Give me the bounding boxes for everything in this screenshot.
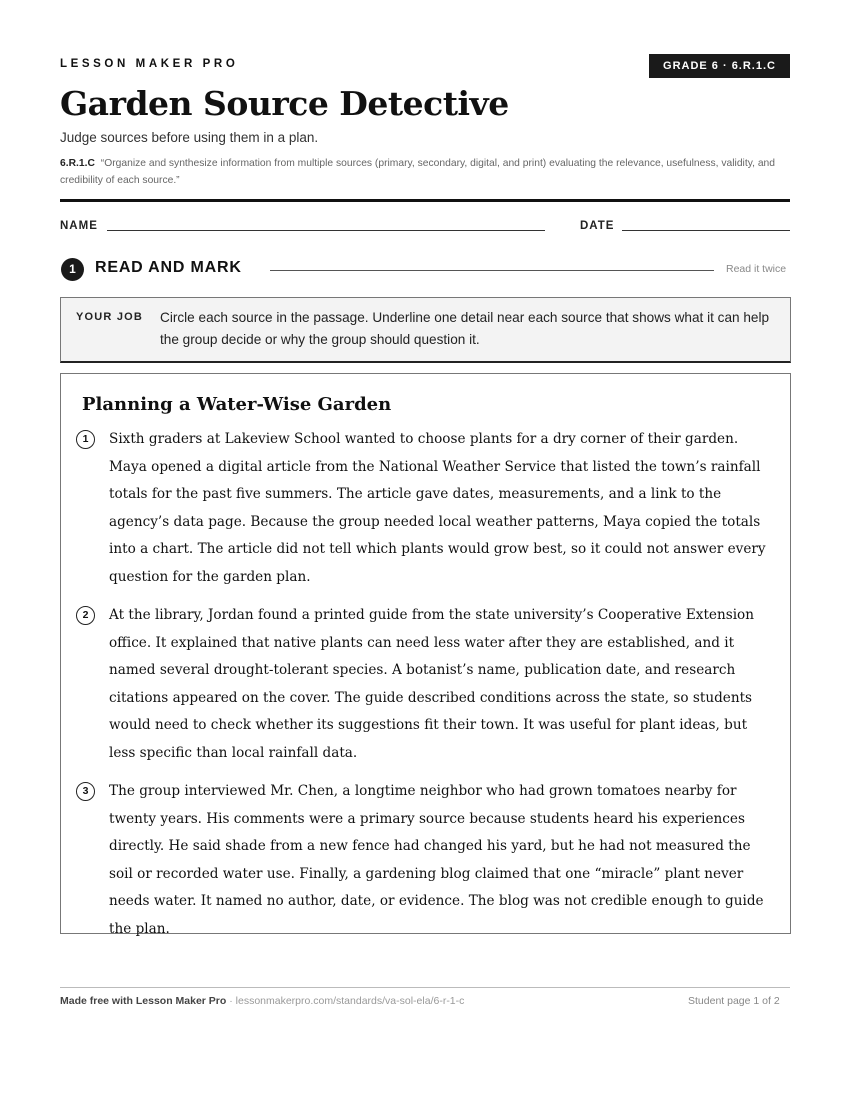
page-title: Garden Source Detective (60, 84, 509, 123)
paragraph-2: At the library, Jordan found a printed guide from the state university’s Cooperative Extension office. It explained that native plants can need less water after they are established, and it named several drought-tolerant species. A botanist’s name, publication date, and research citations appeared on the cover. The guide described conditions across the state, so students would need to check whether its suggestions fit their town. It was useful for plant ideas, but less specific than local rainfall data. (109, 607, 754, 761)
grade-badge: GRADE 6 · 6.R.1.C (649, 54, 790, 78)
name-label: NAME (60, 220, 98, 232)
section-title: READ AND MARK (95, 259, 242, 276)
date-field[interactable] (622, 230, 790, 231)
passage-title: Planning a Water-Wise Garden (82, 394, 392, 415)
footer-url: · lessonmakerpro.com/standards/va-sol-ela/6-r-1-c (229, 995, 465, 1007)
section-number-badge: 1 (61, 258, 84, 281)
name-field[interactable] (107, 230, 545, 231)
paragraph-number-3: 3 (76, 782, 95, 801)
footer-made-with: Made free with Lesson Maker Pro (60, 995, 227, 1007)
footer-page-number: Student page 1 of 2 (688, 995, 780, 1007)
header-divider (60, 199, 790, 202)
standard-description (60, 155, 792, 189)
standard-text: “Organize and synthesize information from multiple sources (primary, secondary, digital, and print) evaluating the relevance, usefulness, validity, and credibility of each source.” (60, 158, 775, 186)
passage-box (60, 373, 791, 937)
standard-code: 6.R.1.C (60, 158, 95, 169)
section-note: Read it twice (726, 263, 787, 275)
your-job-label: YOUR JOB (76, 311, 144, 323)
page-subtitle: Judge sources before using them in a plan. (60, 130, 319, 145)
section-rule (270, 270, 714, 271)
paragraph-3: The group interviewed Mr. Chen, a longtime neighbor who had grown tomatoes nearby for twenty years. His comments were a primary source because students heard his experiences directly. He said shade from a new fence had changed his yard, but he had not measured the soil or recorded water use. Finally, a gardening blog claimed that one “miracle” plant never needs water. It named no author, date, or evidence. The blog was not credible enough to guide the plan. (109, 783, 764, 937)
brand-name: LESSON MAKER PRO (60, 58, 239, 70)
date-label: DATE (580, 220, 615, 232)
your-job-box (60, 297, 791, 363)
your-job-text: Circle each source in the passage. Underline one detail near each source that shows what it can help the group decide or why the group should question it. (160, 310, 770, 347)
footer-credit (60, 995, 464, 1007)
footer-divider (60, 987, 790, 988)
paragraph-number-1: 1 (76, 430, 95, 449)
paragraph-1: Sixth graders at Lakeview School wanted to choose plants for a dry corner of their garden. Maya opened a digital article from the National Weather Service that listed the town’s rainfall totals for the past five summers. The article gave dates, measurements, and a link to the agency’s data page. Because the group needed local weather patterns, Maya copied the totals into a chart. The article did not tell which plants would grow best, so it could not answer every question for the garden plan. (109, 431, 766, 585)
paragraph-number-2: 2 (76, 606, 95, 625)
